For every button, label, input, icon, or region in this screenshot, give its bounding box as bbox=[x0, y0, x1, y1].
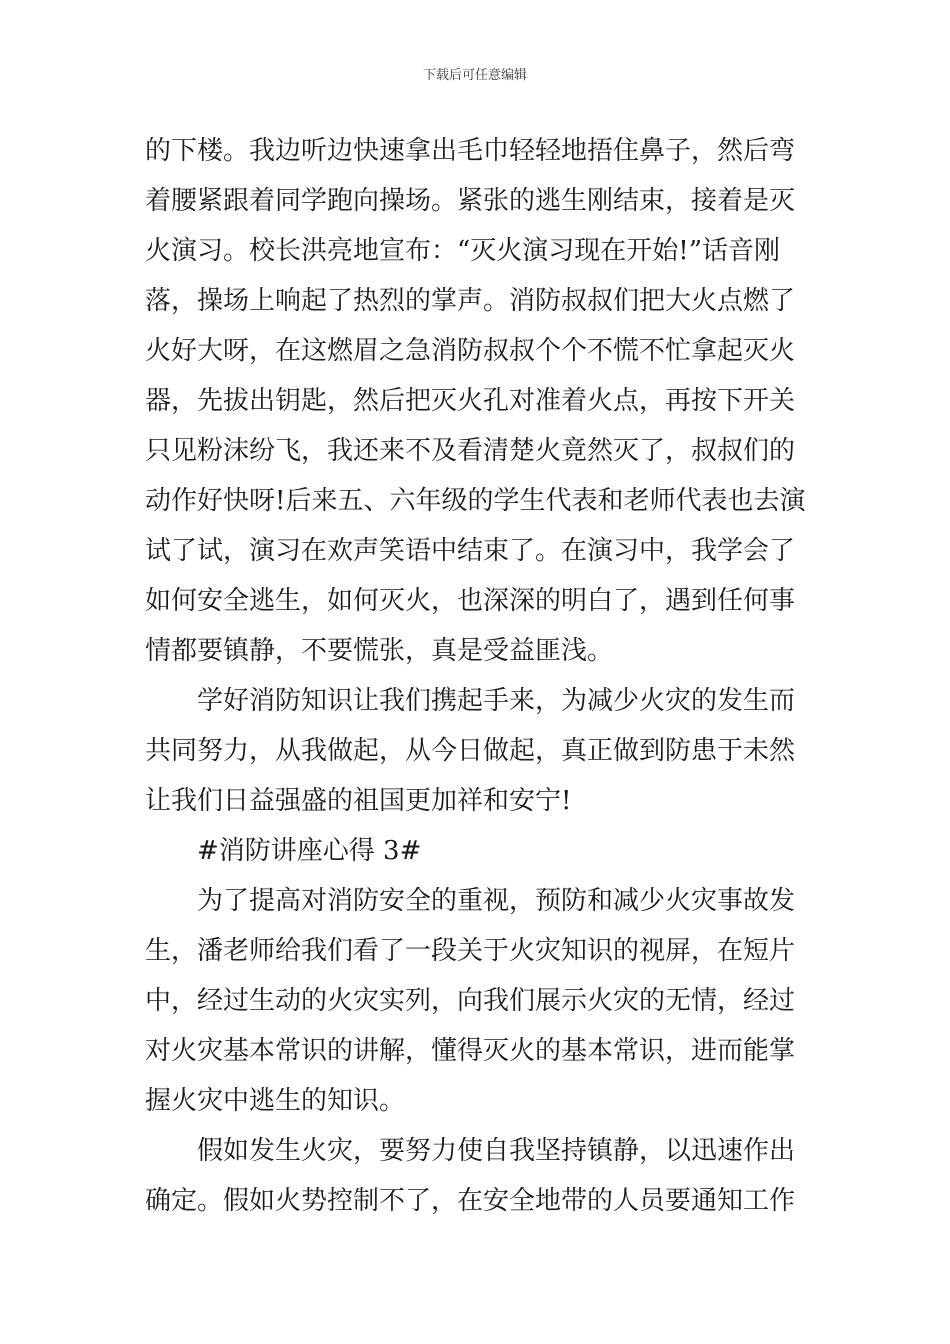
text-line: 共同努力，从我做起，从今日做起，真正做到防患于未然 bbox=[145, 736, 796, 766]
text-line: 试了试，演习在欢声笑语中结束了。在演习中，我学会了 bbox=[145, 536, 796, 566]
paragraph-start-line: 假如发生火灾，要努力使自我坚持镇静，以迅速作出 bbox=[197, 1136, 796, 1166]
text-line: 如何安全逃生，如何灭火，也深深的明白了，遇到任何事 bbox=[145, 586, 796, 616]
text-line: 生，潘老师给我们看了一段关于火灾知识的视屏，在短片 bbox=[145, 936, 796, 966]
text-line: 对火灾基本常识的讲解，懂得灭火的基本常识，进而能掌 bbox=[145, 1036, 796, 1066]
text-line: 着腰紧跟着同学跑向操场。紧张的逃生刚结束，接着是灭 bbox=[145, 186, 796, 216]
text-line: 的下楼。我边听边快速拿出毛巾轻轻地捂住鼻子，然后弯 bbox=[145, 136, 796, 166]
document-body bbox=[145, 126, 810, 1226]
text-line: 中，经过生动的火灾实列，向我们展示火灾的无情，经过 bbox=[145, 986, 796, 1016]
text-line: 确定。假如火势控制不了，在安全地带的人员要通知工作 bbox=[145, 1186, 796, 1216]
text-line: 落，操场上响起了热烈的掌声。消防叔叔们把大火点燃了 bbox=[145, 286, 796, 316]
page-header-note: 下载后可任意编辑 bbox=[422, 68, 527, 83]
text-line: 火好大呀，在这燃眉之急消防叔叔个个不慌不忙拿起灭火 bbox=[145, 336, 796, 366]
text-line: 握火灾中逃生的知识。 bbox=[145, 1086, 406, 1116]
text-line: 器，先拔出钥匙，然后把灭火孔对准着火点，再按下开关 bbox=[145, 386, 796, 416]
text-line: 只见粉沫纷飞，我还来不及看清楚火竟然灭了，叔叔们的 bbox=[145, 436, 796, 466]
paragraph-start-line: 为了提高对消防安全的重视，预防和减少火灾事故发 bbox=[197, 886, 796, 916]
paragraph-start-line: #消防讲座心得 3# bbox=[197, 836, 422, 866]
text-line: 火演习。校长洪亮地宣布：“灭火演习现在开始!”话音刚 bbox=[145, 236, 781, 266]
text-line: 动作好快呀!后来五、六年级的学生代表和老师代表也去演 bbox=[145, 486, 806, 516]
paragraph-start-line: 学好消防知识让我们携起手来，为减少火灾的发生而 bbox=[197, 686, 796, 716]
text-line: 情都要镇静，不要慌张，真是受益匪浅。 bbox=[145, 636, 614, 666]
text-line: 让我们日益强盛的祖国更加祥和安宁! bbox=[145, 786, 572, 816]
